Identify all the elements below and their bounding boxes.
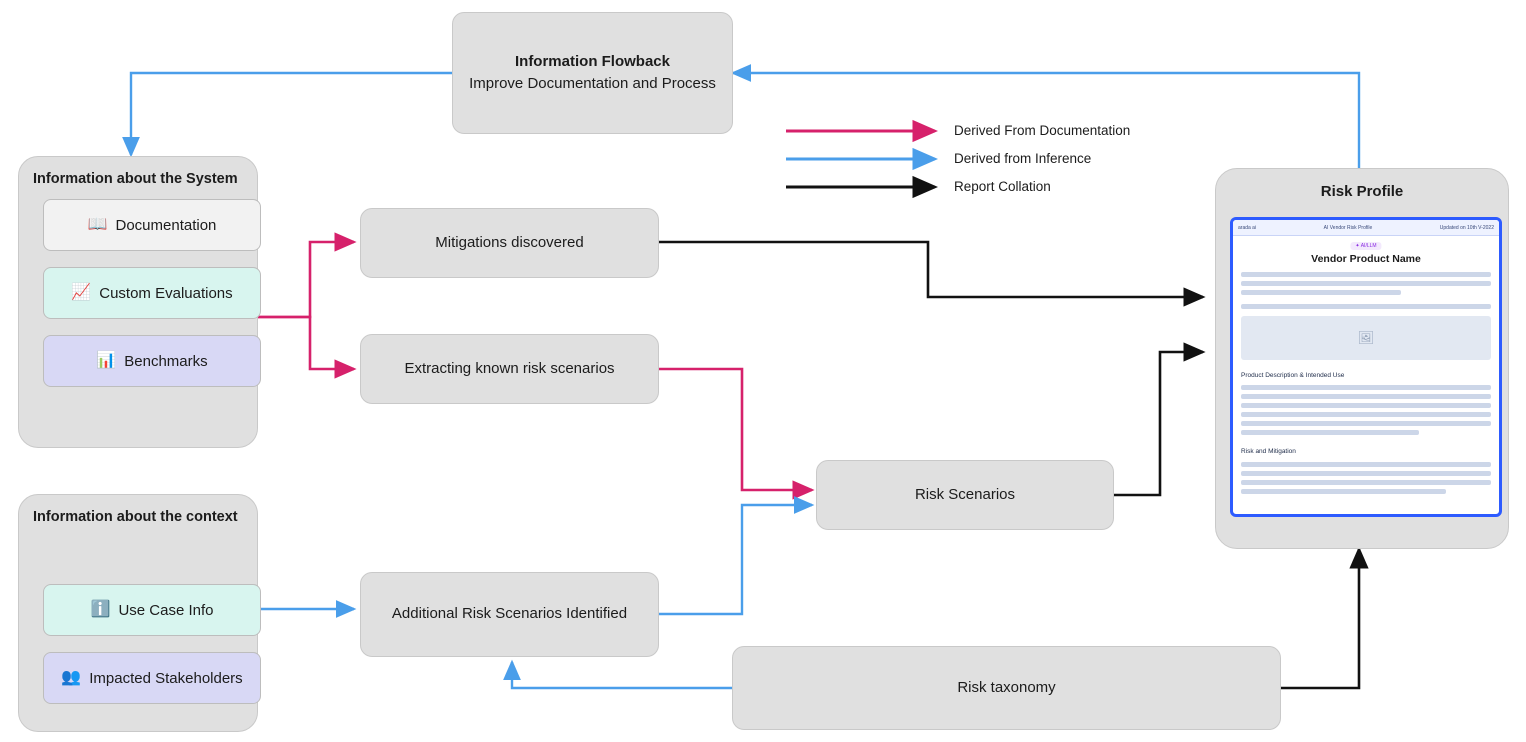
bar-chart-icon: 📊 [96,352,117,369]
text-placeholder-bar [1241,290,1401,295]
text-placeholder-bar [1241,394,1491,399]
document-brand: arada ai [1238,224,1257,231]
flowback-title: Information Flowback [514,52,670,70]
chip-documentation[interactable] [43,199,261,251]
text-placeholder-bar [1241,421,1491,426]
info-icon: ℹ️ [90,601,111,618]
text-placeholder-bar [1241,412,1491,417]
risk-profile-title: Risk Profile [1320,183,1404,200]
node-additional-risk-scenarios[interactable]: Additional Risk Scenarios Identified [360,572,659,657]
node-information-flowback[interactable] [452,12,733,134]
text-placeholder-bar [1241,385,1491,390]
document-product-title: Vendor Product Name [1311,253,1421,265]
document-badge: ✦ AI/LLM [1350,242,1381,250]
document-header-center: AI Vendor Risk Profile [1323,224,1373,231]
group-title-system: Information about the System [33,171,238,187]
chip-impacted-stakeholders[interactable] [43,652,261,704]
risk-profile-document [1230,217,1502,517]
flowback-subtitle: Improve Documentation and Process [469,75,716,92]
node-risk-taxonomy[interactable]: Risk taxonomy [732,646,1281,730]
node-mitigations-discovered[interactable]: Mitigations discovered [360,208,659,278]
chip-benchmarks[interactable] [43,335,261,387]
text-placeholder-bar [1241,281,1491,286]
document-section-title-description: Product Description & Intended Use [1241,372,1345,379]
chip-label-documentation: Documentation [115,216,217,234]
text-placeholder-bar [1241,304,1491,309]
document-header-right: Updated on 10th V-2022 [1439,224,1494,231]
legend-label-collation: Report Collation [954,179,1051,194]
chip-custom-evaluations[interactable] [43,267,261,319]
chip-label-benchmarks: Benchmarks [124,352,208,370]
chip-label-use-case-info: Use Case Info [118,601,214,619]
document-image-placeholder: 🖼 [1241,316,1491,360]
node-risk-profile[interactable] [1215,168,1509,549]
document-section-title-risk: Risk and Mitigation [1241,448,1296,455]
book-icon: 📖 [87,216,108,233]
text-placeholder-bar [1241,403,1491,408]
chip-label-impacted-stakeholders: Impacted Stakeholders [89,669,243,687]
legend-label-inference: Derived from Inference [954,151,1092,166]
text-placeholder-bar [1241,462,1491,467]
node-extracting-known-risk-scenarios[interactable]: Extracting known risk scenarios [360,334,659,404]
group-information-about-system [18,156,258,448]
text-placeholder-bar [1241,480,1491,485]
document-topbar [1233,220,1499,236]
text-placeholder-bar [1241,471,1491,476]
text-placeholder-bar [1241,489,1446,494]
group-title-context: Information about the context [33,509,238,525]
chart-up-icon: 📈 [71,284,92,301]
chip-use-case-info[interactable] [43,584,261,636]
chip-label-custom-evaluations: Custom Evaluations [99,284,233,302]
group-information-about-context [18,494,258,732]
text-placeholder-bar [1241,430,1419,435]
legend-label-documentation: Derived From Documentation [954,123,1131,138]
stakeholders-icon: 👥 [61,669,82,686]
node-risk-scenarios[interactable]: Risk Scenarios [816,460,1114,530]
text-placeholder-bar [1241,272,1491,277]
